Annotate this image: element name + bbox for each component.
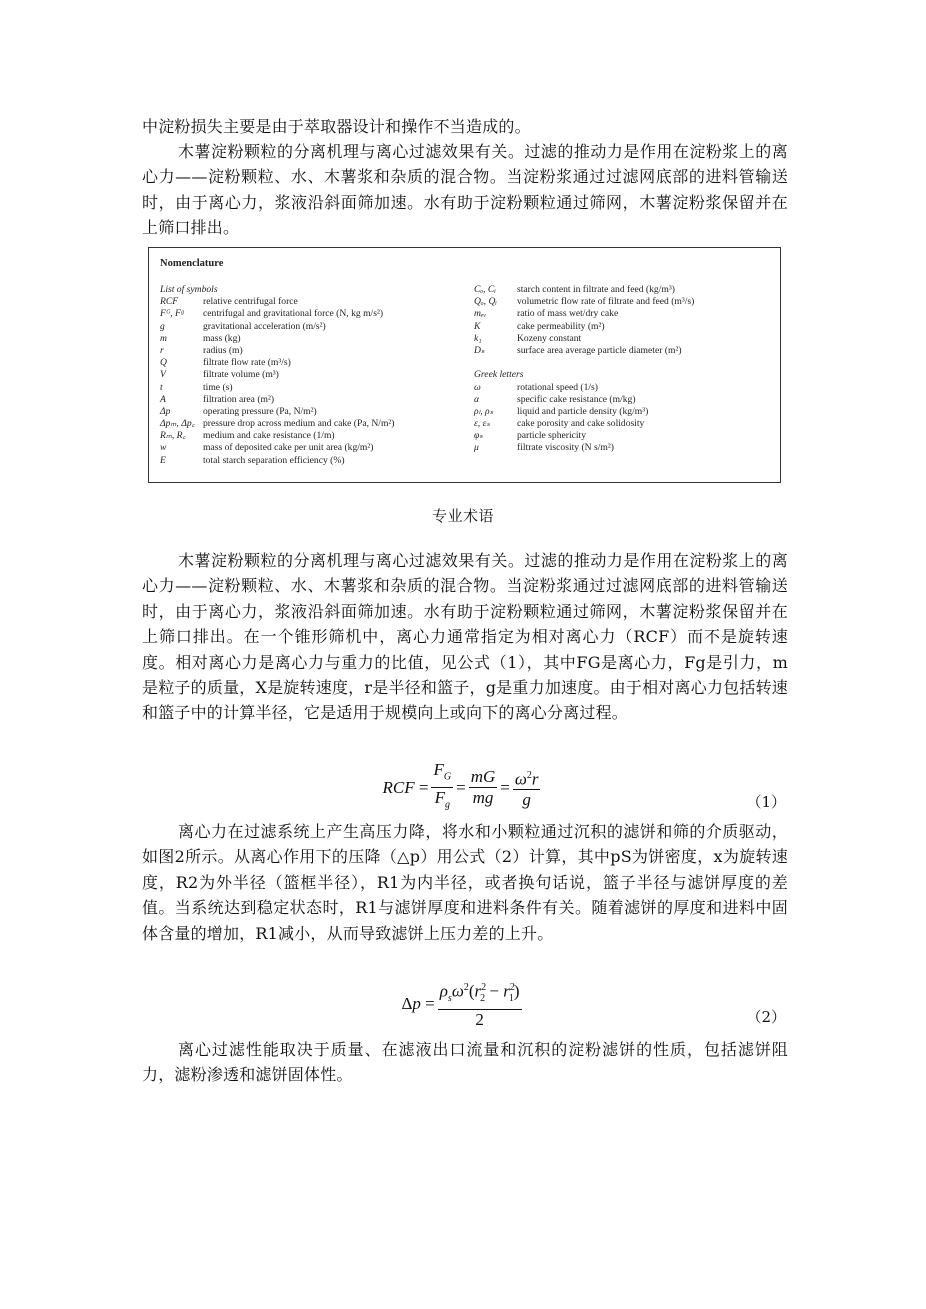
symbol: ω <box>474 381 481 393</box>
nomenclature-row <box>474 308 774 320</box>
symbol-description: specific cake resistance (m/kg) <box>517 393 636 405</box>
symbol: E <box>160 454 166 466</box>
symbol: w <box>160 442 167 454</box>
nomenclature-row <box>474 394 774 406</box>
nomenclature-row <box>160 430 470 442</box>
symbols-list-right <box>474 284 774 455</box>
equation-2-number: （2） <box>746 1008 786 1026</box>
symbol-description: operating pressure (Pa, N/m²) <box>203 405 317 417</box>
symbol: m <box>160 332 167 344</box>
symbol-description: radius (m) <box>203 344 243 356</box>
symbol-description: cake porosity and cake solidosity <box>517 418 645 430</box>
nomenclature-row <box>160 394 470 406</box>
nomenclature-row <box>474 345 774 357</box>
nomenclature-title: Nomenclature <box>160 258 224 269</box>
symbol-description: gravitational acceleration (m/s²) <box>203 320 326 332</box>
symbol-description: relative centrifugal force <box>203 296 298 308</box>
paragraph-rcf-explanation: 木薯淀粉颗粒的分离机理与离心过滤效果有关。过滤的推动力是作用在淀粉浆上的离心力——淀粉颗粒、水、木薯浆和杂质的混合物。当淀粉浆通过过滤网底部的进料管输送时，由于离心力，浆液沿斜面筛加速。水有助于淀粉颗粒通过筛网，木薯淀粉浆保留并在上筛口排出。在一个锥形筛机中，离心力通常指定为相对离心力（RCF）而不是旋转速度。相对离心力是离心力与重力的比值，见公式（1），其中FG是离心力，Fg是引力，m是粒子的质量，X是旋转速度，r是半径和篮子，g是重力加速度。由于相对离心力包括转速和篮子中的计算半径，它是适用于规模向上或向下的离心分离过程。 <box>142 551 788 723</box>
symbol-description: surface area average particle diameter (m²) <box>517 344 682 356</box>
symbol-description: particle sphericity <box>517 430 586 442</box>
paragraph-intro-tail: 中淀粉损失主要是由于萃取器设计和操作不当造成的。 <box>142 117 531 136</box>
nomenclature-row <box>474 321 774 333</box>
symbol: mₑᵥ <box>474 308 487 320</box>
nomenclature-row <box>160 382 470 394</box>
nomenclature-row <box>160 333 470 345</box>
nomenclature-row <box>160 345 470 357</box>
symbol: Dₛ <box>474 344 485 356</box>
symbol: Qₒ, Qᵢ <box>474 296 497 308</box>
nomenclature-row <box>474 382 774 394</box>
symbol: ε, εₛ <box>474 418 490 430</box>
nomenclature-row <box>160 442 470 454</box>
symbol: V <box>160 369 166 381</box>
symbol: ρₗ, ρₛ <box>474 405 494 417</box>
symbol-description: centrifugal and gravitational force (N, kg m/s²) <box>203 308 384 320</box>
symbol-description: Kozeny constant <box>517 332 582 344</box>
symbol: A <box>160 393 166 405</box>
symbol: k₁ <box>474 332 482 344</box>
nomenclature-row <box>160 406 470 418</box>
symbols-list <box>160 284 470 467</box>
symbol-description: liquid and particle density (kg/m³) <box>517 405 649 417</box>
symbol: α <box>474 393 480 405</box>
nomenclature-row <box>160 455 470 467</box>
nomenclature-row <box>160 308 470 320</box>
symbol-description: volumetric flow rate of filtrate and feed (m³/s) <box>517 296 695 308</box>
symbol: Q <box>160 357 167 369</box>
symbol: Rₘ, R꜀ <box>160 430 186 442</box>
symbol-description: mass (kg) <box>203 332 241 344</box>
nomenclature-row <box>160 321 470 333</box>
equation-1: RCF = $\frac{F_G}{F_g}$ = $\frac{mG}{mg}$ = $\frac{\omega^2r}{g}$ <box>382 760 539 811</box>
paragraph-pressure-drop: 离心力在过滤系统上产生高压力降，将水和小颗粒通过沉积的滤饼和筛的介质驱动，如图2所示。从离心作用下的压降（△p）用公式（2）计算，其中pS为饼密度，x为旋转速度，R2为外半径（篮框半径），R1为内半径，或者换句话说，篮子半径与滤饼厚度的差值。当系统达到稳定状态时，R1与滤饼厚度和进料条件有关。随着滤饼的厚度和进料中固体含量的增加，R1减小，从而导致滤饼上压力差的上升。 <box>142 822 788 943</box>
symbol-description: ratio of mass wet/dry cake <box>517 308 619 320</box>
symbol-description: mass of deposited cake per unit area (kg/m²) <box>203 442 374 454</box>
symbol: Cₒ, Cᵢ <box>474 284 496 295</box>
symbol-description: filtrate viscosity (N s/m²) <box>517 442 614 454</box>
symbol-description: total starch separation efficiency (%) <box>203 454 345 466</box>
figure-caption: 专业术语 <box>431 507 494 525</box>
nomenclature-row <box>474 430 774 442</box>
nomenclature-row <box>160 369 470 381</box>
symbol: g <box>160 320 165 332</box>
nomenclature-row <box>474 284 774 296</box>
nomenclature-row <box>160 418 470 430</box>
nomenclature-row <box>474 406 774 418</box>
nomenclature-row <box>474 333 774 345</box>
symbol-description: pressure drop across medium and cake (Pa, N/m²) <box>203 418 395 430</box>
nomenclature-row <box>474 418 774 430</box>
symbol: Δp <box>160 405 171 417</box>
symbol-description: filtrate flow rate (m³/s) <box>203 357 291 369</box>
nomenclature-row <box>474 296 774 308</box>
paragraph-separation-mechanism: 木薯淀粉颗粒的分离机理与离心过滤效果有关。过滤的推动力是作用在淀粉浆上的离心力——淀粉颗粒、水、木薯浆和杂质的混合物。当淀粉浆通过过滤网底部的进料管输送时，由于离心力，浆液沿斜面筛加速。水有助于淀粉颗粒通过筛网，木薯淀粉浆保留并在上筛口排出。 <box>142 142 788 238</box>
symbol: Δpₘ, Δp꜀ <box>160 418 195 430</box>
symbol-description: time (s) <box>203 381 233 393</box>
nomenclature-row <box>160 296 470 308</box>
symbol-description: filtration area (m²) <box>203 393 275 405</box>
symbol: φₛ <box>474 430 483 442</box>
symbol: RCF <box>160 296 179 308</box>
symbol: r <box>160 344 164 356</box>
symbols-heading: List of symbols <box>160 284 218 295</box>
symbol: K <box>474 320 481 332</box>
symbol: μ <box>474 442 479 454</box>
symbol-description: starch content in filtrate and feed (kg/m³) <box>517 284 675 295</box>
symbol-description: rotational speed (1/s) <box>517 381 598 393</box>
symbol-description: medium and cake resistance (1/m) <box>203 430 335 442</box>
symbol: Fᴳ, Fᵍ <box>160 308 184 320</box>
greek-letters-heading: Greek letters <box>474 369 524 381</box>
nomenclature-box <box>148 247 781 483</box>
equation-2: Δ p = $\frac{\rho_s\omega^2(r^2_2 - r^2_1)}{2}$ <box>0 978 926 1022</box>
nomenclature-row <box>474 442 774 454</box>
symbol-description: cake permeability (m²) <box>517 320 605 332</box>
paragraph-performance: 离心过滤性能取决于质量、在滤液出口流量和沉积的淀粉滤饼的性质，包括滤饼阻力，滤粉渗透和滤饼固体性。 <box>142 1040 788 1085</box>
symbol-description: filtrate volume (m³) <box>203 369 279 381</box>
equation-1-number: （1） <box>746 793 786 811</box>
symbol: t <box>160 381 163 393</box>
nomenclature-row <box>160 357 470 369</box>
